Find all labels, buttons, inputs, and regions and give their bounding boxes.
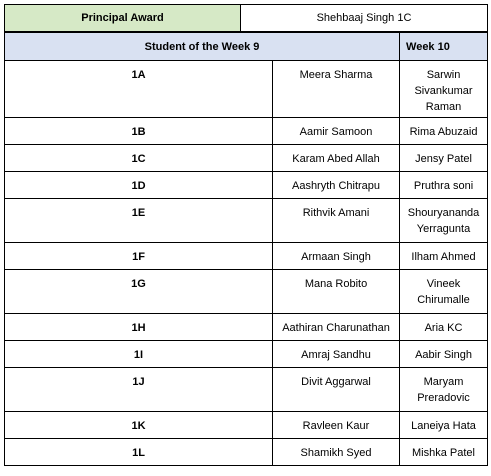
table-row [5, 61, 488, 118]
week9-student-cell: Rithvik Amani [273, 199, 400, 243]
table-header-row [5, 33, 488, 61]
student-of-the-week-table [4, 32, 488, 466]
week9-student-cell: Amraj Sandhu [273, 341, 400, 368]
class-cell: 1D [5, 172, 273, 199]
week10-student-cell: Vineek Chirumalle [400, 270, 488, 314]
student-awards-sheet [4, 4, 488, 466]
class-cell: 1H [5, 314, 273, 341]
principal-award-winner: Shehbaaj Singh 1C [241, 5, 488, 32]
table-body [5, 61, 488, 466]
table-row [5, 243, 488, 270]
week9-student-cell: Aathiran Charunathan [273, 314, 400, 341]
table-row [5, 314, 488, 341]
week10-student-cell: Pruthra soni [400, 172, 488, 199]
principal-award-label: Principal Award [5, 5, 241, 32]
table-row [5, 368, 488, 412]
week9-student-cell: Ravleen Kaur [273, 412, 400, 439]
table-row [5, 270, 488, 314]
class-cell: 1J [5, 368, 273, 412]
week10-header: Week 10 [400, 33, 488, 61]
week10-student-cell: Aria KC [400, 314, 488, 341]
class-cell: 1F [5, 243, 273, 270]
week9-header: Student of the Week 9 [5, 33, 400, 61]
table-row [5, 199, 488, 243]
table-row [5, 118, 488, 145]
week9-student-cell: Meera Sharma [273, 61, 400, 118]
week9-student-cell: Mana Robito [273, 270, 400, 314]
table-row [5, 412, 488, 439]
class-cell: 1B [5, 118, 273, 145]
week10-student-cell: Sarwin Sivankumar Raman [400, 61, 488, 118]
table-row [5, 145, 488, 172]
week9-student-cell: Aashryth Chitrapu [273, 172, 400, 199]
week9-student-cell: Armaan Singh [273, 243, 400, 270]
week10-student-cell: Maryam Preradovic [400, 368, 488, 412]
week10-student-cell: Ilham Ahmed [400, 243, 488, 270]
table-row [5, 172, 488, 199]
principal-award-table [4, 4, 488, 32]
class-cell: 1G [5, 270, 273, 314]
class-cell: 1L [5, 439, 273, 466]
class-cell: 1E [5, 199, 273, 243]
class-cell: 1K [5, 412, 273, 439]
week10-student-cell: Laneiya Hata [400, 412, 488, 439]
class-cell: 1I [5, 341, 273, 368]
table-row [5, 439, 488, 466]
week10-student-cell: Jensy Patel [400, 145, 488, 172]
week9-student-cell: Aamir Samoon [273, 118, 400, 145]
class-cell: 1A [5, 61, 273, 118]
class-cell: 1C [5, 145, 273, 172]
week9-student-cell: Karam Abed Allah [273, 145, 400, 172]
week10-student-cell: Mishka Patel [400, 439, 488, 466]
table-row [5, 341, 488, 368]
week10-student-cell: Shouryananda Yerragunta [400, 199, 488, 243]
week9-student-cell: Divit Aggarwal [273, 368, 400, 412]
week10-student-cell: Rima Abuzaid [400, 118, 488, 145]
week9-student-cell: Shamikh Syed [273, 439, 400, 466]
principal-award-row [5, 5, 488, 32]
week10-student-cell: Aabir Singh [400, 341, 488, 368]
